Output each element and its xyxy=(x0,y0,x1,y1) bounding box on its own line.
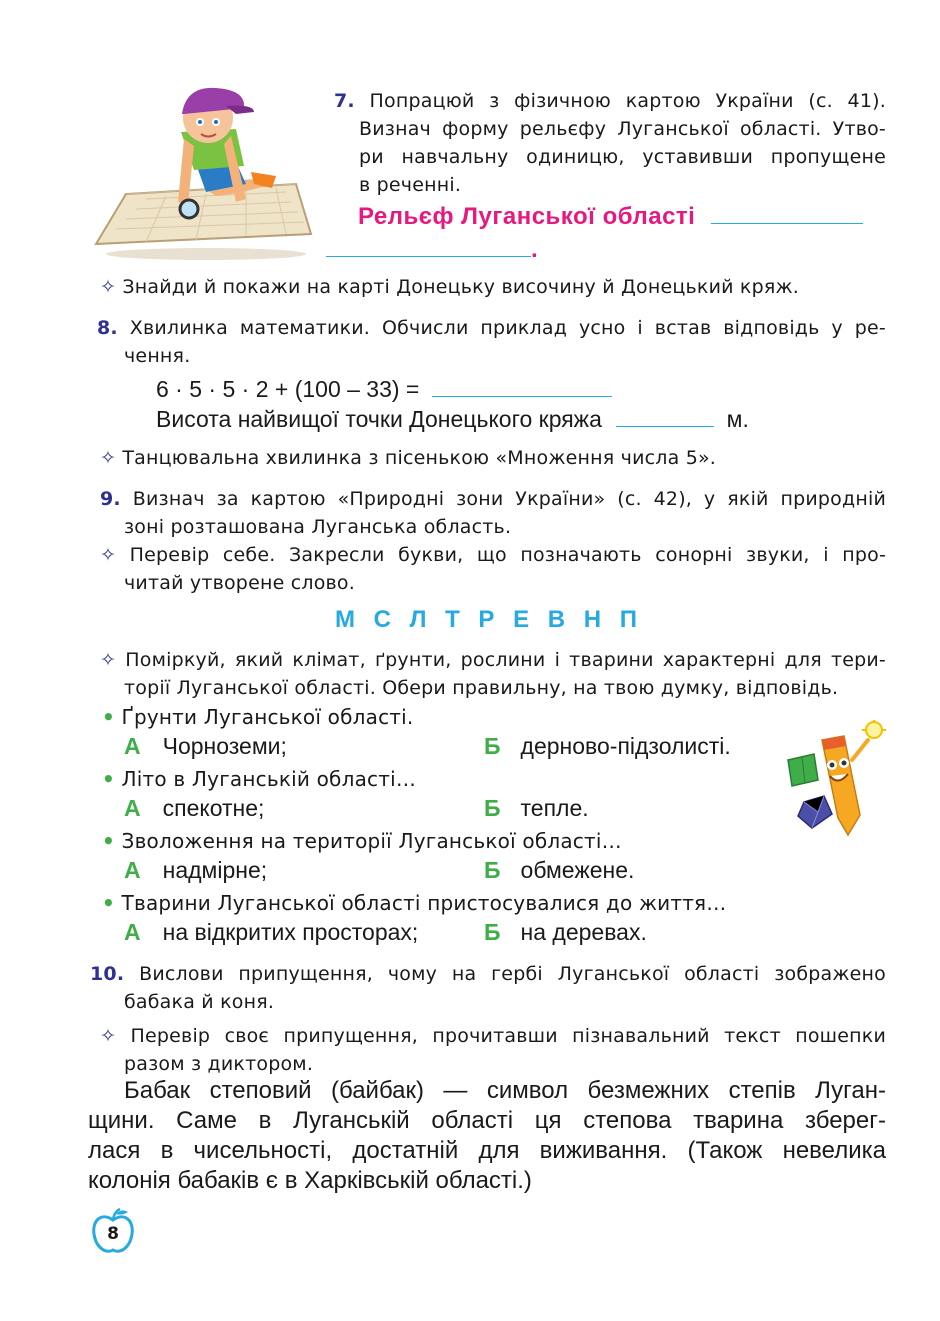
task7-text xyxy=(334,87,886,199)
star-icon: ✧ xyxy=(100,649,117,671)
page-number-badge xyxy=(88,1206,138,1256)
option-a[interactable] xyxy=(124,795,264,822)
reading-line4: колонія бабаків є в Харківській області.) xyxy=(88,1167,532,1194)
task10-line1: Вислови припущення, чому на гербі Луганської області зображено xyxy=(139,963,886,985)
answers-2 xyxy=(102,795,802,827)
question-2 xyxy=(102,765,802,795)
option-text: Чорноземи; xyxy=(162,733,287,759)
option-a[interactable] xyxy=(124,857,267,884)
question-3 xyxy=(102,827,802,857)
answers-1 xyxy=(102,733,802,765)
answers-3 xyxy=(102,857,802,889)
questions-block xyxy=(102,703,802,951)
option-letter: Б xyxy=(484,857,501,883)
star3-text xyxy=(100,541,886,597)
option-letter: А xyxy=(124,857,141,883)
option-b[interactable] xyxy=(484,733,731,760)
page-number: 8 xyxy=(107,1224,119,1244)
question-text: Літо в Луганській області… xyxy=(121,767,417,791)
star-icon: ✧ xyxy=(100,544,117,566)
expression-text: 6 · 5 · 5 · 2 + (100 – 33) = xyxy=(156,376,420,402)
math-expression xyxy=(156,374,612,404)
task-number: 7. xyxy=(334,90,355,112)
option-text: на деревах. xyxy=(520,919,647,945)
option-text: тепле. xyxy=(520,795,589,821)
sentence-end: . xyxy=(531,236,538,263)
star1-text xyxy=(100,273,890,301)
task9-line1: Визнач за картою «Природні зони України» (с. 42), у якій природній xyxy=(132,488,886,510)
option-a[interactable] xyxy=(124,919,418,946)
option-text: на відкритих просторах; xyxy=(162,919,419,945)
option-letter: А xyxy=(124,733,141,759)
reading-text xyxy=(88,1076,886,1196)
reading-line2: щини. Саме в Луганській області ця степова тварина зберег- xyxy=(88,1107,886,1134)
unit-text: м. xyxy=(726,406,749,432)
task9-line2: зоні розташована Луганська область. xyxy=(124,516,512,538)
reading-line1: Бабак степовий (байбак) — символ безмежних степів Луган- xyxy=(124,1077,886,1104)
task8-line1: Хвилинка математики. Обчисли приклад усно і встав відповідь у ре- xyxy=(129,317,886,339)
task-number: 8. xyxy=(97,317,118,339)
star4-line1: Поміркуй, який клімат, ґрунти, рослини і тварини характерні для тери- xyxy=(125,649,886,671)
task7-line4: в реченні. xyxy=(359,174,462,196)
star2-label: Танцювальна хвилинка з пісенькою «Множення числа 5». xyxy=(122,447,717,469)
reading-line3: лася в чисельності, достатній для виживання. (Також невелика xyxy=(88,1137,886,1164)
task-number: 10. xyxy=(90,963,125,985)
task10-line2: бабака й коня. xyxy=(124,991,275,1013)
question-text: Ґрунти Луганської області. xyxy=(121,705,414,729)
pencil-character-illustration xyxy=(782,720,892,840)
option-letter: А xyxy=(124,795,141,821)
answer-blank[interactable] xyxy=(711,223,863,224)
task9-text xyxy=(100,485,886,541)
option-b[interactable] xyxy=(484,795,589,822)
option-b[interactable] xyxy=(484,919,647,946)
math-answer-blank[interactable] xyxy=(432,396,612,397)
option-text: спекотне; xyxy=(162,795,265,821)
question-4 xyxy=(102,889,802,919)
star5-text xyxy=(100,1022,886,1078)
question-1 xyxy=(102,703,802,733)
letters-row: М С Л Т Р Е В Н П xyxy=(334,606,644,633)
star5-line2: разом з диктором. xyxy=(124,1053,314,1075)
star4-text xyxy=(100,646,886,702)
height-answer-blank[interactable] xyxy=(616,426,714,427)
option-letter: Б xyxy=(484,733,501,759)
task10-text xyxy=(90,960,886,1016)
star-icon: ✧ xyxy=(100,1025,117,1047)
task8-text xyxy=(97,314,886,370)
bullet-icon: • xyxy=(102,705,115,729)
task8-line2: чення. xyxy=(124,345,191,367)
option-text: обмежене. xyxy=(520,857,635,883)
bullet-icon: • xyxy=(102,891,115,915)
star1-label: Знайди й покажи на карті Донецьку височину й Донецький кряж. xyxy=(122,276,800,298)
height-text: Висота найвищої точки Донецького кряжа xyxy=(156,406,602,432)
option-text: дерново-підзолисті. xyxy=(520,733,731,759)
task7-sentence-line2 xyxy=(326,236,538,264)
option-b[interactable] xyxy=(484,857,634,884)
task7-sentence xyxy=(358,203,863,231)
question-text: Тварини Луганської області пристосувалися до життя… xyxy=(121,891,727,915)
star3-line2: читай утворене слово. xyxy=(124,572,355,594)
boy-with-map-illustration xyxy=(86,84,316,264)
task7-line3: ри навчальну одиницю, уставивши пропущене xyxy=(359,146,886,168)
answer-blank-continued[interactable] xyxy=(326,256,531,257)
option-a[interactable] xyxy=(124,733,287,760)
star3-line1: Перевір себе. Закресли букви, що позначають сонорні звуки, і про- xyxy=(129,544,886,566)
star-icon: ✧ xyxy=(100,447,117,469)
answers-4 xyxy=(102,919,802,951)
star-icon: ✧ xyxy=(100,276,117,298)
option-text: надмірне; xyxy=(162,857,268,883)
relief-sentence: Рельєф Луганської області xyxy=(358,203,696,230)
height-sentence xyxy=(156,404,749,434)
option-letter: Б xyxy=(484,795,501,821)
star4-line2: торії Луганської області. Обери правильну, на твою думку, відповідь. xyxy=(124,677,839,699)
task-number: 9. xyxy=(100,488,121,510)
bullet-icon: • xyxy=(102,829,115,853)
task7-line1: Попрацюй з фізичною картою України (с. 41). xyxy=(369,90,886,112)
question-text: Зволоження на території Луганської області… xyxy=(121,829,622,853)
option-letter: А xyxy=(124,919,141,945)
star2-text xyxy=(100,444,890,472)
bullet-icon: • xyxy=(102,767,115,791)
option-letter: Б xyxy=(484,919,501,945)
star5-line1: Перевір своє припущення, прочитавши пізнавальний текст пошепки xyxy=(130,1025,886,1047)
task7-line2: Визнач форму рельєфу Луганської області. Утво- xyxy=(359,118,886,140)
